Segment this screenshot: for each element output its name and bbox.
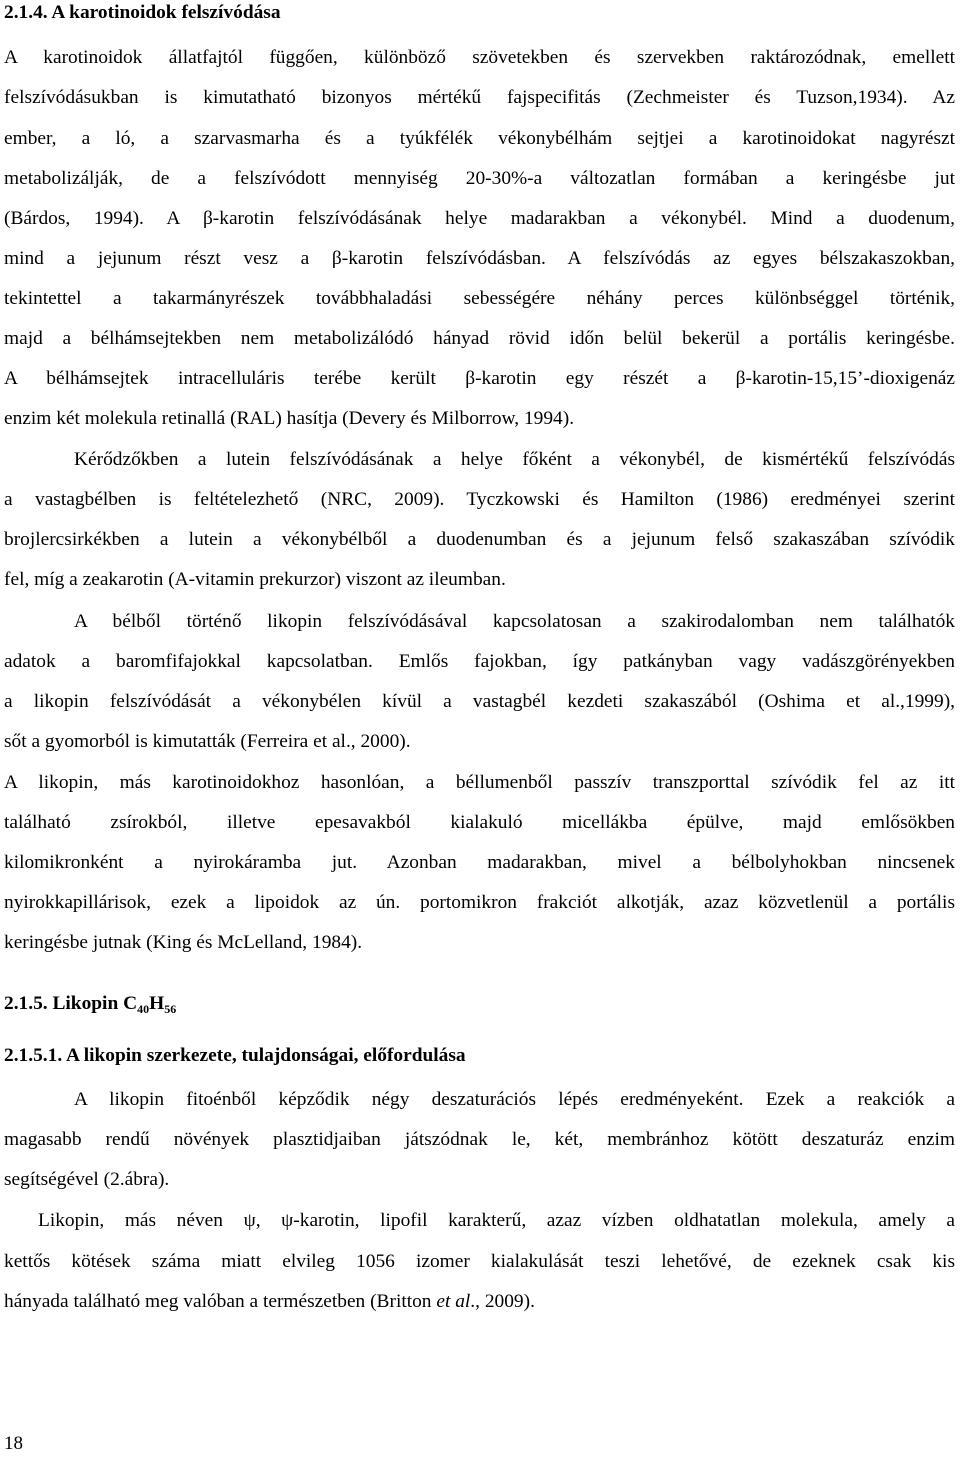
paragraph-line: A likopin, más karotinoidokhoz hasonlóan, a béllumenből passzív transzporttal szívódik fel az itt <box>4 772 955 793</box>
paragraph-line: brojlercsirkékben a lutein a vékonybélből a duodenumban és a jejunum felső szakaszában szívódik <box>4 529 955 550</box>
section-heading-2-1-4: 2.1.4. A karotinoidok felszívódása <box>4 2 281 23</box>
paragraph-line: kilomikronként a nyirokáramba jut. Azonban madarakban, mivel a bélbolyhokban nincsenek <box>4 852 955 873</box>
paragraph-line: található zsírokból, illetve epesavakból kialakuló micellákba épülve, majd emlősökben <box>4 812 955 833</box>
subscript-hydrogen-count: 56 <box>164 1002 177 1016</box>
paragraph-line: A bélből történő likopin felszívódásával kapcsolatosan a szakirodalomban nem találhatók <box>74 611 955 632</box>
paragraph-line: a likopin felszívódását a vékonybélen kívül a vastagbél kezdeti szakaszából (Oshima et al.,1999), <box>4 691 955 712</box>
heading-text: 2.1.5. Likopin C <box>4 993 138 1014</box>
paragraph-line: A likopin fitoénből képződik négy deszaturációs lépés eredményeként. Ezek a reakciók a <box>74 1089 955 1110</box>
paragraph-line: sőt a gyomorból is kimutatták (Ferreira et al., 2000). <box>4 731 411 752</box>
paragraph-line: felszívódásukban is kimutatható bizonyos mértékű fajspecifitás (Zechmeister és Tuzson,1934). Az <box>4 87 955 108</box>
page-number: 18 <box>4 1433 23 1454</box>
paragraph-line: keringésbe jutnak (King és McLelland, 1984). <box>4 932 363 953</box>
paragraph-line: Likopin, más néven ψ, ψ-karotin, lipofil karakterű, azaz vízben oldhatatlan molekula, amely a <box>38 1210 955 1231</box>
paragraph-line: fel, míg a zeakarotin (A-vitamin prekurzor) viszont az ileumban. <box>4 569 506 590</box>
paragraph-line: ember, a ló, a szarvasmarha és a tyúkfélék vékonybélhám sejtjei a karotinoidokat nagyrészt <box>4 128 955 149</box>
italic-text: et al <box>436 1291 471 1312</box>
section-heading-2-1-5-1: 2.1.5.1. A likopin szerkezete, tulajdonságai, előfordulása <box>4 1045 466 1066</box>
paragraph-line: magasabb rendű növények plasztidjaiban játszódnak le, két, membránhoz kötött deszaturáz enzim <box>4 1129 955 1150</box>
subscript-carbon-count: 40 <box>137 1002 150 1016</box>
paragraph-line: metabolizálják, de a felszívódott mennyiség 20-30%-a változatlan formában a keringésbe jut <box>4 168 955 189</box>
paragraph-line: A karotinoidok állatfajtól függően, különböző szövetekben és szervekben raktározódnak, emellett <box>4 47 955 68</box>
paragraph-line: adatok a baromfifajokkal kapcsolatban. Emlős fajokban, így patkányban vagy vadászgörényekben <box>4 651 955 672</box>
line-text: ., 2009). <box>470 1291 535 1312</box>
heading-text: H <box>149 993 165 1014</box>
paragraph-line: kettős kötések száma miatt elvileg 1056 izomer kialakulását teszi lehetővé, de ezeknek csak kis <box>4 1251 955 1272</box>
paragraph-line: A bélhámsejtek intracelluláris terébe került β-karotin egy részét a β-karotin-15,15’-dioxigenáz <box>4 368 955 389</box>
section-heading-2-1-5 <box>4 993 176 1017</box>
paragraph-line: enzim két molekula retinallá (RAL) hasítja (Devery és Milborrow, 1994). <box>4 408 575 429</box>
paragraph-line: a vastagbélben is feltételezhető (NRC, 2009). Tyczkowski és Hamilton (1986) eredményei szerint <box>4 489 955 510</box>
paragraph-line: segítségével (2.ábra). <box>4 1169 170 1190</box>
paragraph-line: Kérődzőkben a lutein felszívódásának a helye főként a vékonybél, de kismértékű felszívódás <box>74 449 955 470</box>
line-text: hányada található meg valóban a természetben (Britton <box>4 1291 437 1312</box>
paragraph-line <box>4 1290 955 1314</box>
paragraph-line: nyirokkapillárisok, ezek a lipoidok az ún. portomikron frakciót alkotják, azaz közvetlenül a portális <box>4 892 955 913</box>
paragraph-line: (Bárdos, 1994). A β-karotin felszívódásának helye madarakban a vékonybél. Mind a duodenum, <box>4 208 955 229</box>
paragraph-line: majd a bélhámsejtekben nem metabolizálódó hányad rövid időn belül bekerül a portális keringésbe. <box>4 328 955 349</box>
paragraph-line: tekintettel a takarmányrészek továbbhaladási sebességére néhány perces különbséggel történik, <box>4 288 955 309</box>
paragraph-line: mind a jejunum részt vesz a β-karotin felszívódásban. A felszívódás az egyes bélszakaszokban, <box>4 248 955 269</box>
